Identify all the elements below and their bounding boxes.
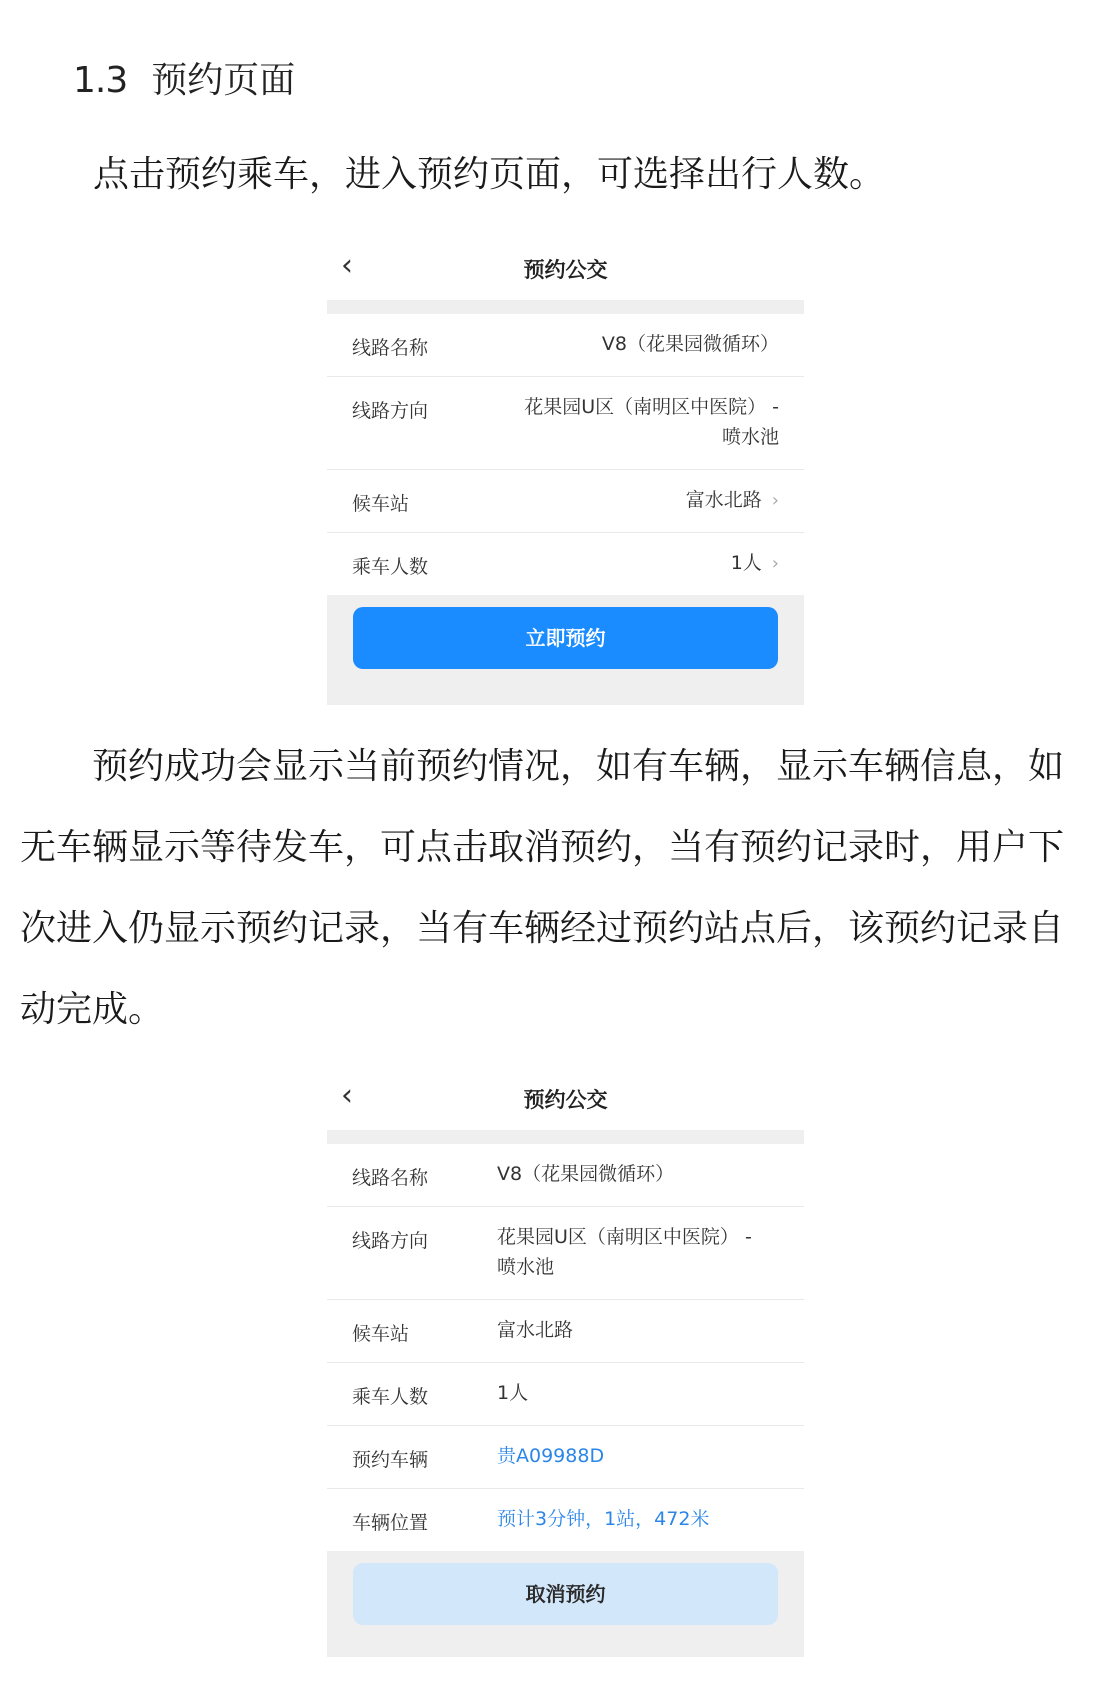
body-line-2: 无车辆显示等待发车，可点击取消预约，当有预约记录时，用户下 [20,827,1065,868]
row-value-text: 1人 [730,552,762,574]
vehicle-eta: 预计3分钟，1站，472米 [497,1508,710,1530]
row-label: 线路名称 [352,337,429,359]
row-label: 候车站 [352,1323,410,1345]
row-label: 预约车辆 [352,1449,429,1471]
row-value-line2: 喷水池 [497,1256,555,1278]
row-reserved-vehicle [327,1426,804,1489]
vehicle-plate: 贵A09988D [497,1445,605,1467]
row-route-name [327,314,804,377]
body-line-3: 次进入仍显示预约记录，当有车辆经过预约站点后，该预约记录自 [20,908,1065,949]
row-value: V8（花果园微循环） [497,1163,675,1185]
reserve-now-button[interactable]: 立即预约 [353,607,778,669]
back-icon[interactable]: ‹ [341,1078,353,1113]
row-label: 车辆位置 [352,1512,429,1534]
body-line-4: 动完成。 [20,989,165,1030]
row-passenger-count [327,1363,804,1426]
row-value [731,548,779,579]
row-label: 线路名称 [352,1167,429,1189]
chevron-right-icon: › [771,490,779,511]
page-title: 预约公交 [523,258,608,282]
row-label: 乘车人数 [352,1386,429,1408]
row-value: 1人 [497,1382,529,1404]
row-value-line1: 花果园U区（南明区中医院） - [524,396,779,418]
reservation-screen-1 [327,236,804,702]
row-value-line2: 喷水池 [721,426,779,448]
row-label: 乘车人数 [352,556,429,578]
row-waiting-station[interactable] [327,470,804,533]
row-route-name [327,1144,804,1207]
row-route-direction [327,1207,804,1300]
row-label: 线路方向 [352,1230,429,1252]
reservation-screen-2 [327,1066,804,1636]
row-label: 候车站 [352,493,410,515]
cancel-reservation-button[interactable]: 取消预约 [353,1563,778,1625]
row-passenger-count[interactable] [327,533,804,595]
nav-bar [327,1066,804,1130]
row-label: 线路方向 [352,400,429,422]
section-heading [73,52,295,103]
row-waiting-station [327,1300,804,1363]
button-area [327,595,804,705]
body-line-1: 预约成功会显示当前预约情况，如有车辆，显示车辆信息，如 [20,746,1065,787]
back-icon[interactable]: ‹ [341,248,353,283]
section-number: 1.3 [73,60,128,101]
row-value [686,485,779,516]
section-title: 预约页面 [151,60,296,101]
nav-bar [327,236,804,300]
row-value: V8（花果园微循环） [601,333,779,355]
row-value-line1: 花果园U区（南明区中医院） - [497,1226,752,1248]
row-value: 富水北路 [497,1319,574,1341]
page-title: 预约公交 [523,1088,608,1112]
chevron-right-icon: › [771,553,779,574]
row-value [497,1222,752,1282]
row-value [524,392,779,452]
row-value-text: 富水北路 [685,489,762,511]
info-list [327,1144,804,1551]
row-route-direction [327,377,804,470]
row-vehicle-location [327,1489,804,1551]
info-list [327,314,804,595]
button-area [327,1551,804,1657]
intro-paragraph: 点击预约乘车，进入预约页面，可选择出行人数。 [93,154,886,195]
